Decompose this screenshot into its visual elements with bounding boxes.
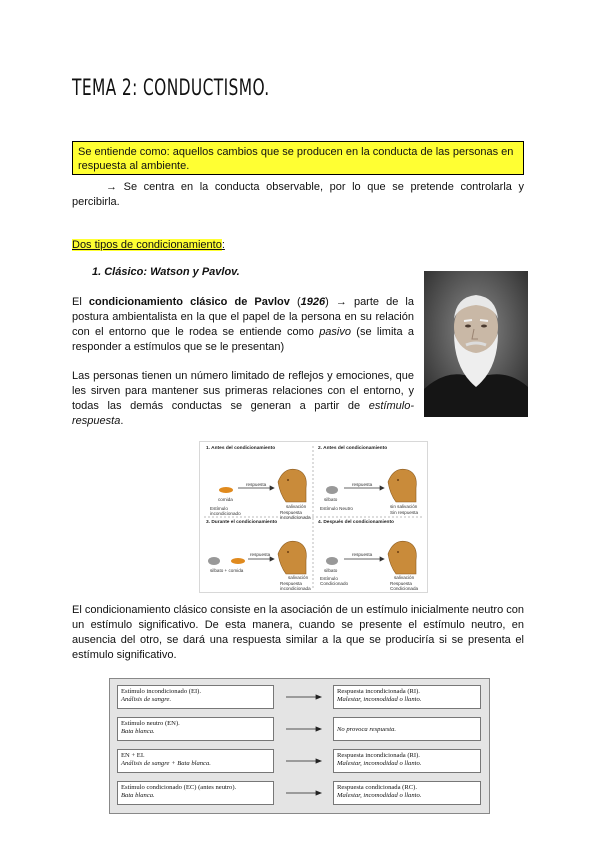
pavlov-conditioning-diagram: [199, 441, 428, 593]
p2-italic: estímulo-respuesta: [72, 400, 414, 427]
paragraph-asociacion: El condicionamiento clásico consiste en la asociación de un estímulo inicialmente neutro con un estímulo significativo. De esta manera, cuando se presente el estímulo neutro, en ausencia del otro, se dará una respuesta similar a la que se produciría si se presenta el estímulo significativo.: [72, 604, 524, 661]
row4-right-sub: Malestar, incomodidad o llanto.: [337, 792, 422, 799]
panel3-left: silbato + comida: [210, 568, 244, 573]
panel1-caption-left: Estímulo incondicionado: [210, 506, 241, 516]
panel2-caption-right: Sin respuesta: [390, 510, 419, 515]
row1-right-sub: Malestar, incomodidad o llanto.: [337, 696, 422, 703]
row3-right-text: Respuesta incondicionada (RI).: [337, 752, 420, 759]
paragraph-reflejos: [72, 369, 414, 429]
table-row-3-left: [117, 749, 274, 773]
section-heading-text: Dos tipos de condicionamiento: [72, 239, 222, 251]
p1-e: ) → parte de la postura ambientalista en la que el papel de la persona en su relación con el entorno que le rodea se entiende como: [72, 296, 414, 338]
row4-right-text: Respuesta condicionada (RC).: [337, 784, 418, 791]
panel3-arrow: respuesta: [250, 552, 271, 557]
panel4-heading: 4. Después del condicionamiento: [318, 520, 394, 525]
panel2-left: silbato: [324, 497, 338, 502]
paragraph-pavlov: [72, 295, 414, 355]
list-item-clasico: 1. Clásico: Watson y Pavlov.: [92, 266, 240, 278]
p2-c: .: [120, 415, 124, 427]
pavlov-portrait-image: [424, 271, 528, 417]
section-heading: [72, 239, 225, 251]
table-row-4-left: [117, 781, 274, 805]
row1-left-text: Estímulo incondicionado (EI).: [121, 688, 202, 695]
row4-left-sub: Bata blanca.: [121, 792, 155, 799]
panel2-arrow: respuesta: [352, 482, 373, 487]
table-row-2-right: [333, 717, 481, 741]
p1-bold: condicionamiento clásico de Pavlov: [88, 296, 290, 308]
panel4-right: salivación: [394, 575, 415, 580]
row3-left-text: EN + EI.: [121, 752, 145, 759]
row1-right-text: Respuesta incondicionada (RI).: [337, 688, 420, 695]
table-row-1-right: [333, 685, 481, 709]
panel4-arrow: respuesta: [352, 552, 373, 557]
table-row-1-left: [117, 685, 274, 709]
table-row-2-left: [117, 717, 274, 741]
p1-c: (: [289, 296, 301, 308]
panel3-right: salivación: [288, 575, 309, 580]
p2-a: Las personas tienen un número limitado de reflejos y emociones, que les sirven para mantener sus primeras relaciones con el entorno, y todas las demás conductas se generan a partir de: [72, 370, 414, 412]
row4-left-text: Estímulo condicionado (EC) (antes neutro).: [121, 784, 237, 791]
arrow-paragraph: → Se centra en la conducta observable, por lo que se pretende controlarla y percibirla.: [72, 181, 524, 208]
row1-left-sub: Análisis de sangre.: [121, 696, 172, 703]
panel2-caption-left: Estímulo Neutro: [320, 506, 353, 511]
page-title: TEMA 2: CONDUCTISMO.: [72, 76, 270, 101]
panel2-right: sin salivación: [390, 504, 418, 509]
p1-g: (se limita a responder a estímulos que se le presentan): [72, 326, 414, 353]
panel3-heading: 3. Durante el condicionamiento: [206, 520, 278, 525]
p1-year: 1926: [300, 296, 326, 308]
panel2-heading: 2. Antes del condicionamiento: [318, 446, 388, 451]
section-heading-suffix: :: [221, 239, 225, 251]
panel1-caption-right: Respuesta incondicionada: [280, 510, 311, 520]
panel4-caption-left: Estímulo Condicionado: [320, 576, 349, 586]
row2-left-text: Estímulo neutro (EN).: [121, 720, 180, 727]
conditioning-table: [109, 678, 490, 814]
row2-right-sub: No provoca respuesta.: [337, 726, 397, 733]
row2-left-sub: Bata blanca.: [121, 728, 155, 735]
panel1-heading: 1. Antes del condicionamiento: [206, 446, 276, 451]
panel1-arrow: respuesta: [246, 482, 267, 487]
row3-left-sub: Análisis de sangre + Bata blanca.: [121, 760, 211, 767]
p1-a: El: [72, 296, 89, 308]
definition-highlight: Se entiende como: aquellos cambios que se producen en la conducta de las personas en respuesta al ambiente.: [72, 141, 524, 175]
table-row-3-right: [333, 749, 481, 773]
panel3-caption-right: Respuesta incondicionada: [280, 581, 311, 591]
panel1-left: comida: [218, 497, 233, 502]
p1-pasivo: pasivo: [319, 326, 351, 338]
panel4-caption-right: Respuesta Condicionada: [390, 581, 419, 591]
panel4-left: silbato: [324, 568, 338, 573]
panel1-right: salivación: [286, 504, 307, 509]
table-row-4-right: [333, 781, 481, 805]
row3-right-sub: Malestar, incomodidad o llanto.: [337, 760, 422, 767]
